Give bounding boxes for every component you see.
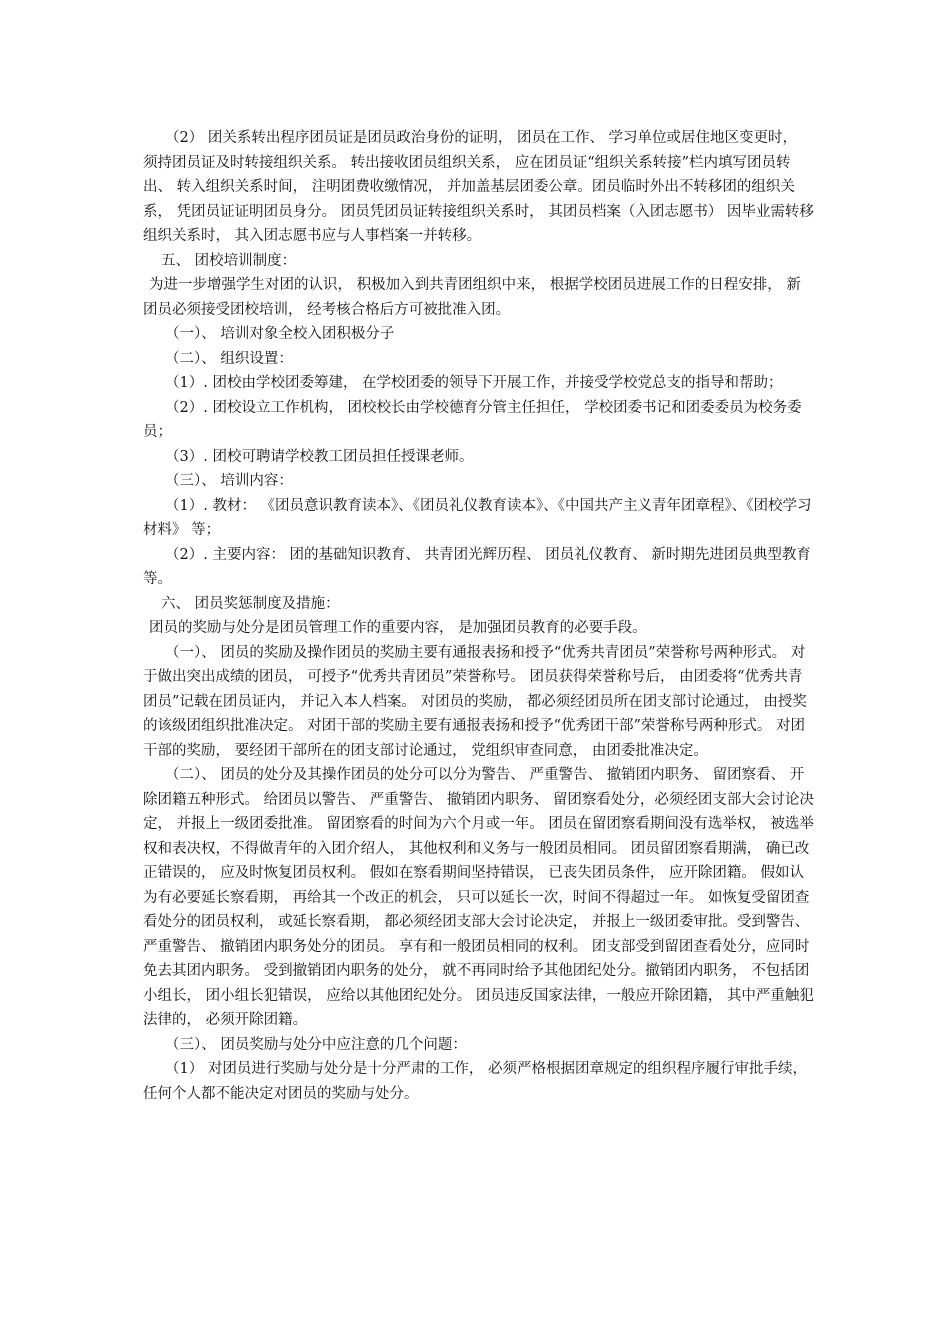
paragraph-org-item-2: （2）. 团校设立工作机构， 团校校长由学校德育分管主任担任， 学校团委书记和团委委员为校务委员； [143,399,802,440]
paragraph-org-item-3: （3）. 团校可聘请学校教工团员担任授课老师。 [165,448,474,465]
paragraph-content-item-1: （1）. 教材： 《团员意识教育读本》、《团员礼仪教育读本》、《中国共产主义青年团章程》、《团校学习材料》 等； [143,497,812,538]
paragraph-notes-item-1: （1） 对团员进行奖励与处分是十分严肃的工作， 必须严格根据团章规定的组织程序履行审批手续， 任何个人都不能决定对团员的奖励与处分。 [143,1061,807,1102]
heading-section-5: 五、 团校培训制度： [161,252,297,269]
paragraph-training-intro: 为进一步增强学生对团的认识， 积极加入到共青团组织中来， 根据学校团员进展工作的日程安排， 新团员必须接受团校培训， 经考核合格后方可被批准入团。 [143,277,801,318]
heading-organization: （二）、 组织设置： [165,350,293,367]
heading-notes: （三）、 团员奖励与处分中应注意的几个问题： [165,1036,467,1053]
heading-training-target: （一）、 培训对象全校入团积极分子 [165,326,395,342]
paragraph-transfer-procedure: （2） 团关系转出程序团员证是团员政治身份的证明， 团员在工作、 学习单位或居住地区变更时， 须持团员证及时转接组织关系。 转出接收团员组织关系， 应在团员证“组织关系转接”栏内填写团员转出、 转入组织关系时间， 注明团费收缴情况， 并加盖基层团委公章。团员临时外出不转移团的组织关系， 凭团员证证明团员身分。 团员凭团员证转接组织关系时， 其团员档案（入团志愿书） 因毕业需转移组织关系时， 其入团志愿书应与人事档案一并转移。 [143,130,814,244]
heading-training-content: （三）、 培训内容： [165,473,293,489]
paragraph-punishments: （二）、 团员的处分及其操作团员的处分可以分为警告、 严重警告、 撤销团内职务、 留团察看、 开除团籍五种形式。 给团员以警告、 严重警告、 撤销团内职务、 留团察看处分，必须经团支部大会讨论决定， 并报上一级团委批准。 留团察看的时间为六个月或一年。 团员在留团察看期间没有选举权， 被选举权和表决权，不得做青年的入团介绍人， 其他权利和义务与一般团员相同。 团员留团察看期满， 确已改正错误的， 应及时恢复团员权利。 假如在察看期间坚持错误， 已丧失团员条件， 应开除团籍。 假如认为有必要延长察看期， 再给其一个改正的机会， 只可以延长一次，时间不得超过一年。 如恢复受留团查看处分的团员权利， 或延长察看期， 都必须经团支部大会讨论决定， 并报上一级团委审批。受到警告、 严重警告、 撤销团内职务处分的团员。 享有和一般团员相同的权利。 团支部受到留团查看处分，应同时免去其团内职务。 受到撤销团内职务的处分， 就不再同时给予其他团纪处分。撤销团内职务， 不包括团小组长， 团小组长犯错误， 应给以其他团纪处分。 团员违反国家法律，一般应开除团籍， 其中严重触犯法律的， 必须开除团籍。 [143,767,814,1028]
document-body [143,126,815,1106]
paragraph-org-item-1: （1）. 团校由学校团委筹建， 在学校团委的领导下开展工作，并接受学校党总支的指导和帮助； [165,375,783,391]
paragraph-content-item-2: （2）. 主要内容： 团的基础知识教育、 共青团光辉历程、 团员礼仪教育、 新时期先进团员典型教育等。 [143,546,811,587]
paragraph-rewards: （一）、 团员的奖励及操作团员的奖励主要有通报表扬和授予“优秀共青团员”荣誉称号两种形式。 对于做出突出成绩的团员， 可授予“优秀共青团员”荣誉称号。 团员获得荣誉称号后， 由团委将“优秀共青团员”记载在团员证内， 并记入本人档案。 对团员的奖励， 都必须经团员所在团支部讨论通过， 由授奖的该级团组织批准决定。 对团干部的奖励主要有通报表扬和授予“优秀团干部”荣誉称号两种形式。 对团干部的奖励， 要经团干部所在的团支部讨论通过， 党组织审查同意， 由团委批准决定。 [143,644,807,759]
paragraph-reward-intro: 团员的奖励与处分是团员管理工作的重要内容， 是加强团员教育的必要手段。 [149,620,647,636]
heading-section-6: 六、 团员奖惩制度及措施： [161,595,340,612]
